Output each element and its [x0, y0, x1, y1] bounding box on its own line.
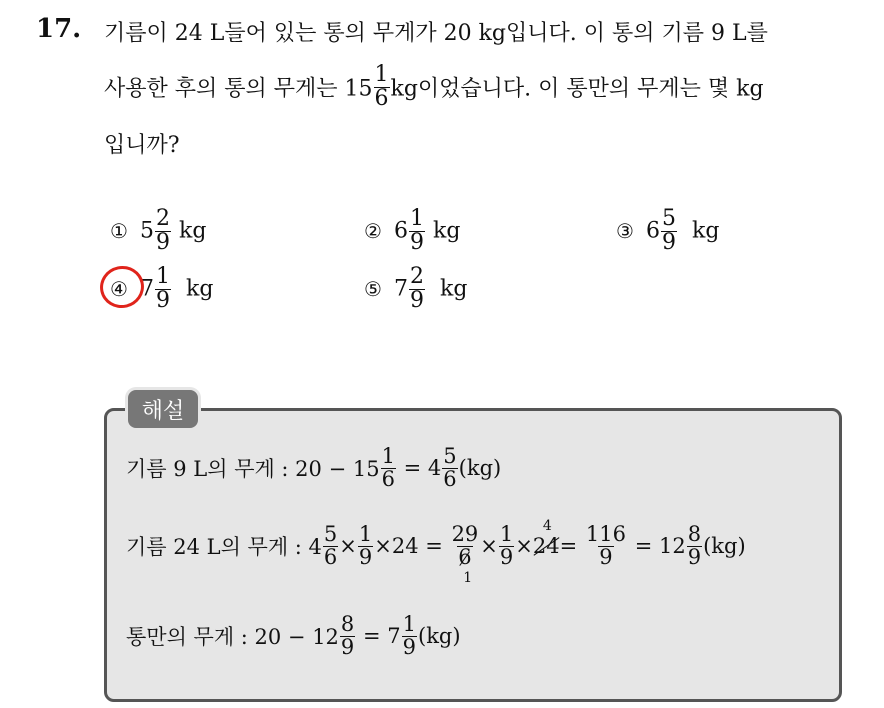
- option-unit: kg: [186, 276, 214, 302]
- fraction-denominator: 9: [402, 635, 416, 659]
- fraction-numerator: 116: [585, 522, 627, 546]
- option-unit: kg: [433, 218, 461, 244]
- question-line-1: 기름이 24 L들어 있는 통의 무게가 20 kg입니다. 이 통의 기름 9 L를: [104, 21, 768, 46]
- option-whole: 6: [646, 218, 660, 244]
- cancel-result: 1: [463, 570, 473, 586]
- option-number: ⑤: [364, 277, 382, 301]
- option-fraction: [409, 266, 425, 312]
- fraction-denominator: 9: [156, 230, 170, 255]
- eq-text: =: [559, 534, 578, 558]
- eq-text: = 4: [403, 456, 442, 480]
- option-1[interactable]: [110, 208, 206, 254]
- eq-fraction: [358, 524, 373, 568]
- fraction-numerator: 29: [451, 522, 479, 546]
- fraction-denominator: 6: [323, 545, 338, 569]
- fraction-numerator: 2: [156, 206, 170, 231]
- eq-fraction: [381, 446, 396, 490]
- option-unit: kg: [440, 276, 468, 302]
- option-fraction: [155, 208, 171, 254]
- question-line-2: [104, 64, 764, 110]
- cancelled-24-wrap: [532, 518, 560, 558]
- fraction-numerator: 2: [410, 264, 424, 289]
- fraction-numerator: 5: [323, 522, 338, 546]
- eq-text: ×: [515, 534, 533, 558]
- option-fraction: [155, 266, 171, 312]
- fraction-denominator: 6: [374, 86, 389, 111]
- explanation-label: 해설: [128, 390, 198, 428]
- eq-fraction: [323, 524, 338, 568]
- fraction-denominator: 9: [358, 545, 373, 569]
- option-number: ④: [110, 277, 128, 301]
- question-number: 17.: [36, 14, 82, 44]
- fraction-denominator: [457, 545, 473, 586]
- eq-fraction: [402, 614, 417, 658]
- question-line-2-start: 사용한 후의 통의 무게는 15: [104, 76, 373, 102]
- fraction-numerator: 1: [499, 522, 514, 546]
- fraction-numerator: 5: [662, 206, 676, 231]
- eq-text: = 7: [362, 624, 401, 648]
- fraction-denominator: 9: [410, 230, 424, 255]
- eq-text: ×: [339, 534, 357, 558]
- fraction-denominator: 6: [381, 467, 395, 491]
- cancelled-number: 24: [532, 534, 560, 558]
- option-3[interactable]: [616, 208, 719, 254]
- fraction-numerator: 1: [156, 264, 170, 289]
- eq-text: 기름 24 L의 무게 : 4: [126, 535, 322, 559]
- fraction-numerator: 1: [381, 444, 395, 468]
- option-unit: kg: [179, 218, 207, 244]
- eq-fraction: [585, 524, 627, 568]
- fraction-numerator: 8: [687, 522, 702, 546]
- explanation-equation-3: [126, 614, 461, 658]
- fraction-denominator: 9: [662, 230, 676, 255]
- fraction-numerator: 1: [358, 522, 373, 546]
- eq-text: 기름 9 L의 무게 : 20 − 15: [126, 457, 380, 481]
- question-line-3: 입니까?: [104, 133, 180, 158]
- question-line-2-end: kg이었습니다. 이 통만의 무게는 몇 kg: [390, 76, 764, 102]
- fraction-numerator: 1: [402, 612, 416, 636]
- fraction-numerator: 8: [340, 612, 355, 636]
- option-5[interactable]: [364, 266, 467, 312]
- eq-text: ×: [480, 534, 498, 558]
- fraction-denominator: 9: [599, 545, 613, 569]
- fraction-denominator: 6: [443, 467, 457, 491]
- eq-fraction: [442, 446, 457, 490]
- eq-fraction: [340, 614, 355, 658]
- option-fraction: [661, 208, 677, 254]
- explanation-equation-1: [126, 446, 501, 490]
- fraction-denominator: 9: [687, 545, 702, 569]
- fraction-numerator: 5: [443, 444, 457, 468]
- eq-fraction: [499, 524, 514, 568]
- explanation-equation-2: [126, 518, 746, 586]
- fraction-denominator: 9: [410, 288, 424, 313]
- fraction-denominator: 9: [499, 545, 514, 569]
- eq-unit: (kg): [418, 624, 461, 648]
- option-number: ③: [616, 219, 634, 243]
- option-whole: 7: [394, 276, 408, 302]
- eq-text: 통만의 무게 : 20 − 12: [126, 625, 339, 649]
- fraction-denominator: 9: [156, 288, 170, 313]
- fraction-numerator: 1: [374, 62, 389, 87]
- option-fraction: [409, 208, 425, 254]
- option-number: ①: [110, 219, 128, 243]
- option-unit: kg: [692, 218, 720, 244]
- option-whole: 5: [140, 218, 154, 244]
- cancel-result: 4: [542, 518, 552, 534]
- fraction-numerator: 1: [410, 206, 424, 231]
- option-whole: 7: [140, 276, 154, 302]
- option-number: ②: [364, 219, 382, 243]
- eq-unit: (kg): [703, 534, 746, 558]
- option-whole: 6: [394, 218, 408, 244]
- eq-text: = 12: [634, 534, 686, 558]
- eq-fraction-cancelled: [451, 522, 480, 586]
- eq-unit: (kg): [458, 456, 502, 480]
- eq-text: ×24 =: [374, 534, 443, 558]
- option-2[interactable]: [364, 208, 460, 254]
- fraction-denominator: 9: [340, 635, 355, 659]
- question-fraction: [374, 64, 390, 110]
- cancelled-denominator: 6: [458, 545, 472, 569]
- eq-fraction: [687, 524, 702, 568]
